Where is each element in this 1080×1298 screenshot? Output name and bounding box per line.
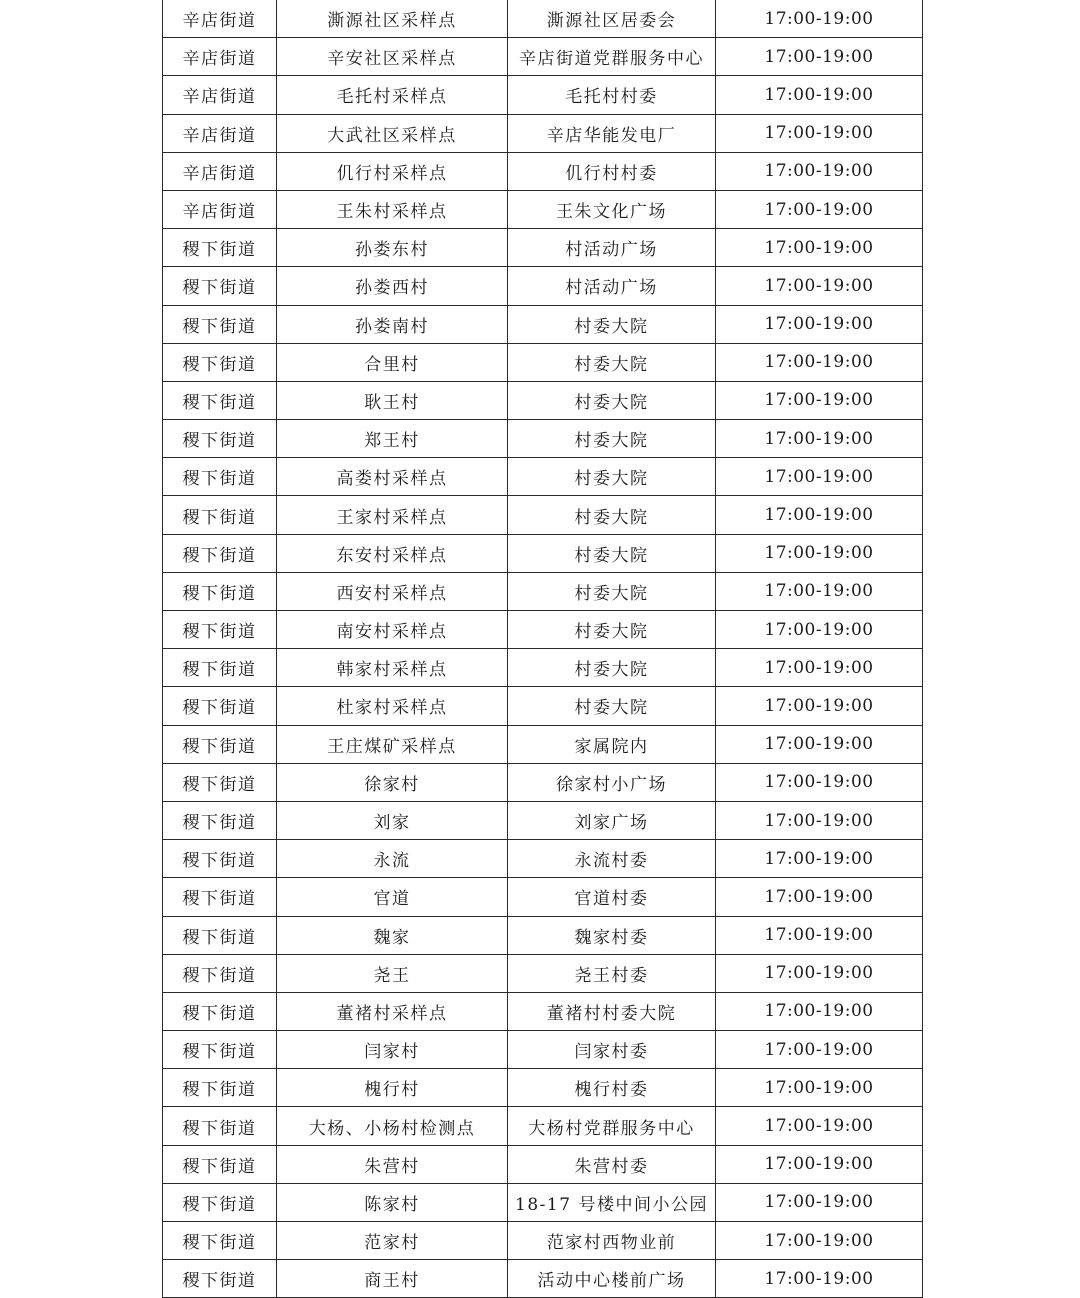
table-row (163, 152, 923, 190)
time-cell: 17:00-19:00 (716, 76, 923, 114)
street-cell: 稷下街道 (163, 1031, 277, 1069)
location-cell: 村委大院 (508, 496, 716, 534)
location-cell: 村委大院 (508, 687, 716, 725)
street-cell: 稷下街道 (163, 992, 277, 1030)
street-cell: 稷下街道 (163, 725, 277, 763)
time-cell: 17:00-19:00 (716, 878, 923, 916)
sampling-site-cell: 辛安社区采样点 (277, 38, 508, 76)
location-cell: 辛店街道党群服务中心 (508, 38, 716, 76)
time-cell: 17:00-19:00 (716, 916, 923, 954)
street-cell: 稷下街道 (163, 572, 277, 610)
table-row (163, 496, 923, 534)
time-cell: 17:00-19:00 (716, 229, 923, 267)
time-cell: 17:00-19:00 (716, 38, 923, 76)
time-cell: 17:00-19:00 (716, 1145, 923, 1183)
location-cell: 18-17 号楼中间小公园 (508, 1183, 716, 1221)
street-cell: 稷下街道 (163, 954, 277, 992)
location-cell: 澌源社区居委会 (508, 0, 716, 38)
sampling-site-cell: 仉行村采样点 (277, 152, 508, 190)
sampling-site-cell: 尧王 (277, 954, 508, 992)
time-cell: 17:00-19:00 (716, 840, 923, 878)
location-cell: 闫家村委 (508, 1031, 716, 1069)
table-row (163, 76, 923, 114)
table-row (163, 229, 923, 267)
table-row (163, 1031, 923, 1069)
location-cell: 家属院内 (508, 725, 716, 763)
sampling-site-cell: 官道 (277, 878, 508, 916)
location-cell: 官道村委 (508, 878, 716, 916)
table-row (163, 458, 923, 496)
sampling-site-cell: 商王村 (277, 1260, 508, 1298)
sampling-site-cell: 魏家 (277, 916, 508, 954)
street-cell: 稷下街道 (163, 687, 277, 725)
sampling-site-table (162, 0, 923, 1298)
location-cell: 魏家村委 (508, 916, 716, 954)
time-cell: 17:00-19:00 (716, 954, 923, 992)
street-cell: 稷下街道 (163, 343, 277, 381)
table-row (163, 1145, 923, 1183)
time-cell: 17:00-19:00 (716, 381, 923, 419)
table-row (163, 916, 923, 954)
table-row (163, 611, 923, 649)
street-cell: 辛店街道 (163, 38, 277, 76)
street-cell: 辛店街道 (163, 190, 277, 228)
table-body (163, 0, 923, 1298)
street-cell: 稷下街道 (163, 1260, 277, 1298)
table-row (163, 114, 923, 152)
time-cell: 17:00-19:00 (716, 343, 923, 381)
street-cell: 稷下街道 (163, 381, 277, 419)
street-cell: 稷下街道 (163, 916, 277, 954)
document-page (162, 0, 922, 1298)
sampling-site-cell: 徐家村 (277, 763, 508, 801)
location-cell: 辛店华能发电厂 (508, 114, 716, 152)
sampling-site-cell: 王家村采样点 (277, 496, 508, 534)
location-cell: 徐家村小广场 (508, 763, 716, 801)
sampling-site-cell: 永流 (277, 840, 508, 878)
street-cell: 稷下街道 (163, 305, 277, 343)
table-row (163, 381, 923, 419)
table-row (163, 840, 923, 878)
table-row (163, 305, 923, 343)
time-cell: 17:00-19:00 (716, 649, 923, 687)
street-cell: 稷下街道 (163, 611, 277, 649)
table-row (163, 1183, 923, 1221)
location-cell: 刘家广场 (508, 801, 716, 839)
table-row (163, 878, 923, 916)
time-cell: 17:00-19:00 (716, 458, 923, 496)
street-cell: 稷下街道 (163, 1107, 277, 1145)
street-cell: 辛店街道 (163, 114, 277, 152)
sampling-site-cell: 毛托村采样点 (277, 76, 508, 114)
table-row (163, 1260, 923, 1298)
sampling-site-cell: 朱营村 (277, 1145, 508, 1183)
table-row (163, 343, 923, 381)
street-cell: 稷下街道 (163, 1145, 277, 1183)
table-row (163, 1069, 923, 1107)
location-cell: 范家村西物业前 (508, 1222, 716, 1260)
table-row (163, 992, 923, 1030)
location-cell: 仉行村村委 (508, 152, 716, 190)
sampling-site-cell: 大武社区采样点 (277, 114, 508, 152)
street-cell: 稷下街道 (163, 1222, 277, 1260)
street-cell: 稷下街道 (163, 649, 277, 687)
location-cell: 村委大院 (508, 534, 716, 572)
location-cell: 毛托村村委 (508, 76, 716, 114)
street-cell: 稷下街道 (163, 420, 277, 458)
street-cell: 稷下街道 (163, 267, 277, 305)
location-cell: 村委大院 (508, 343, 716, 381)
time-cell: 17:00-19:00 (716, 1107, 923, 1145)
table-row (163, 801, 923, 839)
table-row (163, 1222, 923, 1260)
time-cell: 17:00-19:00 (716, 1183, 923, 1221)
table-row (163, 267, 923, 305)
sampling-site-cell: 孙娄南村 (277, 305, 508, 343)
time-cell: 17:00-19:00 (716, 572, 923, 610)
time-cell: 17:00-19:00 (716, 0, 923, 38)
street-cell: 辛店街道 (163, 0, 277, 38)
street-cell: 稷下街道 (163, 534, 277, 572)
time-cell: 17:00-19:00 (716, 1260, 923, 1298)
sampling-site-cell: 刘家 (277, 801, 508, 839)
sampling-site-cell: 范家村 (277, 1222, 508, 1260)
street-cell: 辛店街道 (163, 152, 277, 190)
location-cell: 大杨村党群服务中心 (508, 1107, 716, 1145)
street-cell: 稷下街道 (163, 840, 277, 878)
time-cell: 17:00-19:00 (716, 496, 923, 534)
time-cell: 17:00-19:00 (716, 267, 923, 305)
sampling-site-cell: 澌源社区采样点 (277, 0, 508, 38)
time-cell: 17:00-19:00 (716, 801, 923, 839)
table-row (163, 0, 923, 38)
location-cell: 村委大院 (508, 611, 716, 649)
street-cell: 稷下街道 (163, 496, 277, 534)
table-row (163, 954, 923, 992)
table-row (163, 725, 923, 763)
sampling-site-cell: 槐行村 (277, 1069, 508, 1107)
location-cell: 村委大院 (508, 649, 716, 687)
time-cell: 17:00-19:00 (716, 114, 923, 152)
time-cell: 17:00-19:00 (716, 420, 923, 458)
time-cell: 17:00-19:00 (716, 992, 923, 1030)
time-cell: 17:00-19:00 (716, 190, 923, 228)
street-cell: 稷下街道 (163, 801, 277, 839)
time-cell: 17:00-19:00 (716, 1222, 923, 1260)
table-row (163, 190, 923, 228)
table-row (163, 572, 923, 610)
time-cell: 17:00-19:00 (716, 152, 923, 190)
location-cell: 村活动广场 (508, 229, 716, 267)
street-cell: 稷下街道 (163, 878, 277, 916)
location-cell: 槐行村委 (508, 1069, 716, 1107)
sampling-site-cell: 大杨、小杨村检测点 (277, 1107, 508, 1145)
sampling-site-cell: 杜家村采样点 (277, 687, 508, 725)
location-cell: 尧王村委 (508, 954, 716, 992)
table-row (163, 1107, 923, 1145)
table-row (163, 38, 923, 76)
location-cell: 活动中心楼前广场 (508, 1260, 716, 1298)
location-cell: 村委大院 (508, 305, 716, 343)
time-cell: 17:00-19:00 (716, 305, 923, 343)
street-cell: 稷下街道 (163, 229, 277, 267)
location-cell: 永流村委 (508, 840, 716, 878)
sampling-site-cell: 王庄煤矿采样点 (277, 725, 508, 763)
location-cell: 村委大院 (508, 458, 716, 496)
time-cell: 17:00-19:00 (716, 534, 923, 572)
sampling-site-cell: 孙娄西村 (277, 267, 508, 305)
sampling-site-cell: 南安村采样点 (277, 611, 508, 649)
sampling-site-cell: 合里村 (277, 343, 508, 381)
time-cell: 17:00-19:00 (716, 611, 923, 649)
sampling-site-cell: 高娄村采样点 (277, 458, 508, 496)
location-cell: 村委大院 (508, 572, 716, 610)
table-row (163, 649, 923, 687)
time-cell: 17:00-19:00 (716, 725, 923, 763)
time-cell: 17:00-19:00 (716, 1031, 923, 1069)
sampling-site-cell: 闫家村 (277, 1031, 508, 1069)
street-cell: 稷下街道 (163, 763, 277, 801)
sampling-site-cell: 西安村采样点 (277, 572, 508, 610)
sampling-site-cell: 孙娄东村 (277, 229, 508, 267)
location-cell: 董褚村村委大院 (508, 992, 716, 1030)
street-cell: 辛店街道 (163, 76, 277, 114)
sampling-site-cell: 耿王村 (277, 381, 508, 419)
location-cell: 村委大院 (508, 381, 716, 419)
location-cell: 朱营村委 (508, 1145, 716, 1183)
street-cell: 稷下街道 (163, 1183, 277, 1221)
sampling-site-cell: 东安村采样点 (277, 534, 508, 572)
table-row (163, 534, 923, 572)
time-cell: 17:00-19:00 (716, 687, 923, 725)
sampling-site-cell: 陈家村 (277, 1183, 508, 1221)
time-cell: 17:00-19:00 (716, 1069, 923, 1107)
sampling-site-cell: 郑王村 (277, 420, 508, 458)
time-cell: 17:00-19:00 (716, 763, 923, 801)
table-row (163, 687, 923, 725)
location-cell: 村委大院 (508, 420, 716, 458)
table-row (163, 763, 923, 801)
location-cell: 王朱文化广场 (508, 190, 716, 228)
street-cell: 稷下街道 (163, 1069, 277, 1107)
table-row (163, 420, 923, 458)
sampling-site-cell: 董褚村采样点 (277, 992, 508, 1030)
sampling-site-cell: 王朱村采样点 (277, 190, 508, 228)
sampling-site-cell: 韩家村采样点 (277, 649, 508, 687)
street-cell: 稷下街道 (163, 458, 277, 496)
location-cell: 村活动广场 (508, 267, 716, 305)
